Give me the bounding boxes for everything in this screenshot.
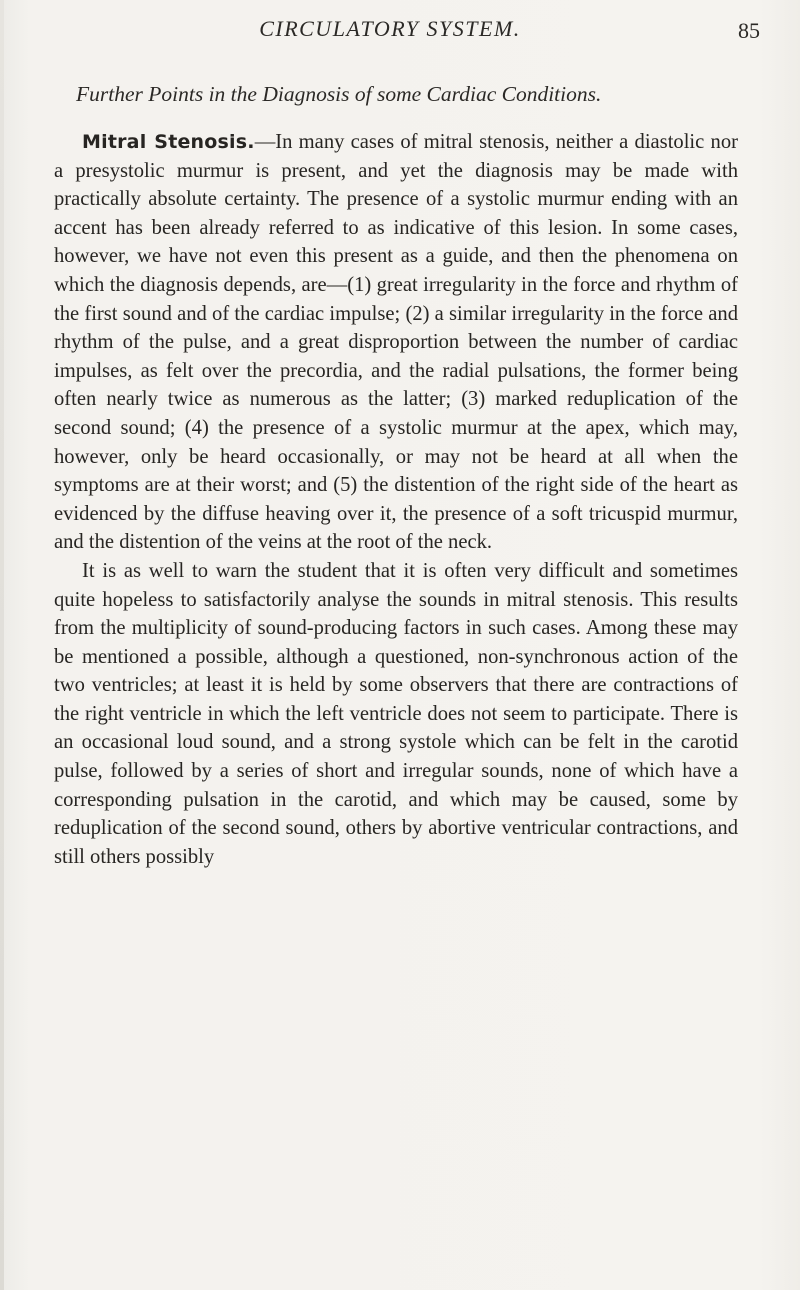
paragraph-text: —In many cases of mitral stenosis, neither a diastolic nor a presystolic murmur is present, and yet the diagnosis may be made with practically absolute certainty. The presence of a systolic murmur ending with an accent has been already referred to as indicative of this lesion. In some cases, however, we have not even this present as a guide, and then the phenomena on which the diagnosis depends, are—(1) great irregularity in the force and rhythm of the first sound and of the cardiac impulse; (2) a similar irregularity in the force and rhythm of the pulse, and a great disproportion between the number of cardiac impulses, as felt over the precordia, and the radial pulsations, the former being often nearly twice as numerous as the latter; (3) marked reduplication of the second sound; (4) the presence of a systolic murmur at the apex, which may, however, only be heard occasionally, or may not be heard at all when the symptoms are at their worst; and (5) the distention of the right side of the heart as evidenced by the diffuse heaving over it, the presence of a soft tricuspid murmur, and the distention of the veins at the root of the neck. — [54, 131, 738, 554]
body-text — [54, 128, 738, 871]
page-edge — [0, 0, 4, 1290]
page-number: 85 — [738, 18, 760, 43]
running-head: CIRCULATORY SYSTEM. — [259, 16, 521, 41]
run-in-heading: Mitral Stenosis. — [82, 131, 255, 153]
paragraph-warning — [54, 557, 738, 872]
section-heading: Further Points in the Diagnosis of some Cardiac Conditions. — [76, 82, 602, 106]
paragraph-text: It is as well to warn the student that it is often very difficult and sometimes quite hopeless to satisfactorily analyse the sounds in mitral stenosis. This results from the multiplicity of sound-producing factors in such cases. Among these may be mentioned a possible, although a questioned, non-synchronous action of the two ventricles; at least it is held by some observers that there are contractions of the right ventricle in which the left ventricle does not seem to participate. There is an occasional loud sound, and a strong systole which can be felt in the carotid pulse, followed by a series of short and irregular sounds, none of which have a corresponding pulsation in the carotid, and which may be caused, some by reduplication of the second sound, others by abortive ventricular contractions, and still others possibly — [54, 559, 738, 868]
paragraph-mitral-stenosis — [54, 128, 738, 557]
